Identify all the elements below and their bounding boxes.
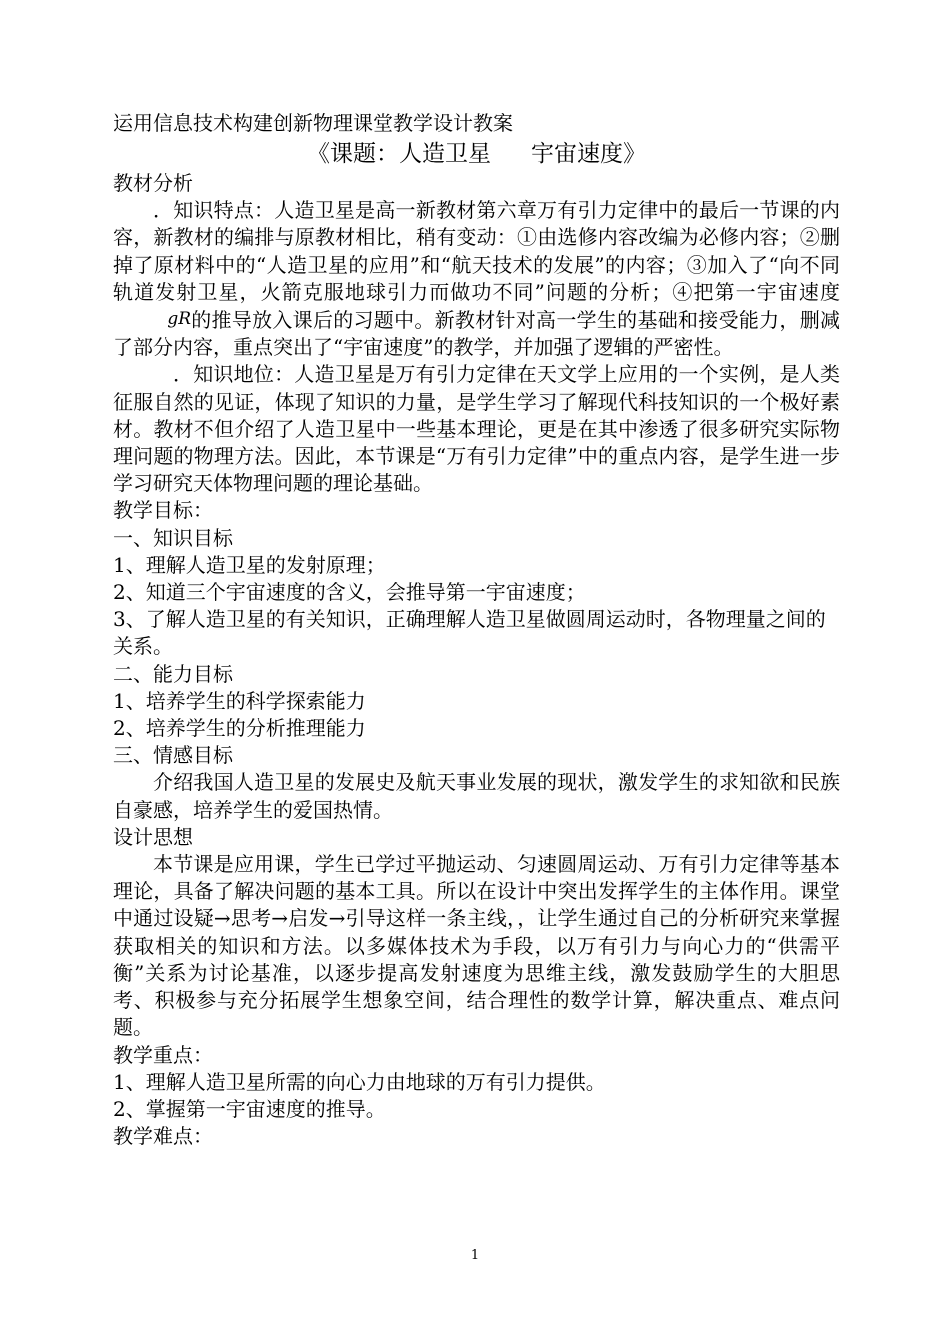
knowledge-position-paragraph: ．知识地位：人造卫星是万有引力定律在天文学上应用的一个实例，是人类征服自然的见证，体现了知识的力量，是学生学习了解现代科技知识的一个极好素材。教材不但介绍了人造卫星中一些基本理论，更是在其中渗透了很多研究实际物理问题的物理方法。因此，本节课是“万有引力定律”中的重点内容，是学生进一步学习研究天体物理问题的理论基础。 [113, 362, 840, 496]
key-points-heading: 教学重点： [113, 1042, 213, 1067]
design-paragraph: 本节课是应用课，学生已学过平抛运动、匀速圆周运动、万有引力定律等基本理论，具备了解决问题的基本工具。所以在设计中突出发挥学生的主体作用。课堂中通过设疑→思考→启发→引导这样一条主线，，让学生通过自己的分析研究来掌握获取相关的知识和方法。以多媒体技术为手段，以万有引力与向心力的“供需平衡”关系为讨论基准，以逐步提高发射速度为思维主线，激发鼓励学生的大胆思考、积极参与充分拓展学生想象空间，结合理性的数学计算，解决重点、难点问题。 [113, 852, 840, 1040]
knowledge-feature-text: ．知识特点：人造卫星是高一新教材第六章万有引力定律中的最后一节课的内容，新教材的编排与原教材相比，稍有变动：①由选修内容改编为必修内容；②删掉了原材料中的“人造卫星的应用”和“航天技术的发展”的内容；③加入了“向不同轨道发射卫星，火箭克服地球引力而做功不同”问题的分析；④把第一宇宙速度 [113, 198, 840, 304]
ability-objective-item: 1、培养学生的科学探索能力 [113, 688, 366, 713]
key-point-item: 2、掌握第一宇宙速度的推导。 [113, 1096, 386, 1121]
document-heading: 运用信息技术构建创新物理课堂教学设计教案 [113, 111, 513, 135]
emotion-objective-paragraph: 介绍我国人造卫星的发展史及航天事业发展的现状，激发学生的求知欲和民族自豪感，培养学生的爱国热情。 [113, 770, 840, 822]
document-body [113, 108, 840, 1150]
material-analysis-heading: 教材分析 [113, 171, 193, 195]
ability-objectives-heading: 二、能力目标 [113, 661, 233, 686]
emotion-objectives-heading: 三、情感目标 [113, 743, 233, 768]
knowledge-objectives-heading: 一、知识目标 [113, 525, 233, 550]
lesson-title-right: 宇宙速度》 [531, 141, 646, 167]
first-cosmic-velocity-formula: gR [167, 309, 191, 330]
design-heading: 设计思想 [113, 824, 193, 849]
knowledge-objective-item: 2、知道三个宇宙速度的含义，会推导第一宇宙速度； [113, 580, 586, 605]
knowledge-objective-item: 1、理解人造卫星的发射原理； [113, 552, 386, 577]
knowledge-objective-item: 3、了解人造卫星的有关知识，正确理解人造卫星做圆周运动时，各物理量之间的关系。 [113, 607, 826, 659]
difficulties-heading: 教学难点： [113, 1124, 213, 1149]
knowledge-feature-text-continued: 的推导放入课后的习题中。新教材针对高一学生的基础和接受能力，删减了部分内容，重点突出了“宇宙速度”的教学，并加强了逻辑的严密性。 [113, 308, 840, 360]
objectives-heading: 教学目标： [113, 498, 213, 523]
page-number: 1 [470, 1248, 480, 1263]
knowledge-feature-paragraph [113, 197, 840, 361]
lesson-title [113, 138, 840, 170]
lesson-title-left: 《课题：人造卫星 [307, 141, 491, 167]
key-point-item: 1、理解人造卫星所需的向心力由地球的万有引力提供。 [113, 1069, 606, 1094]
ability-objective-item: 2、培养学生的分析推理能力 [113, 716, 366, 741]
